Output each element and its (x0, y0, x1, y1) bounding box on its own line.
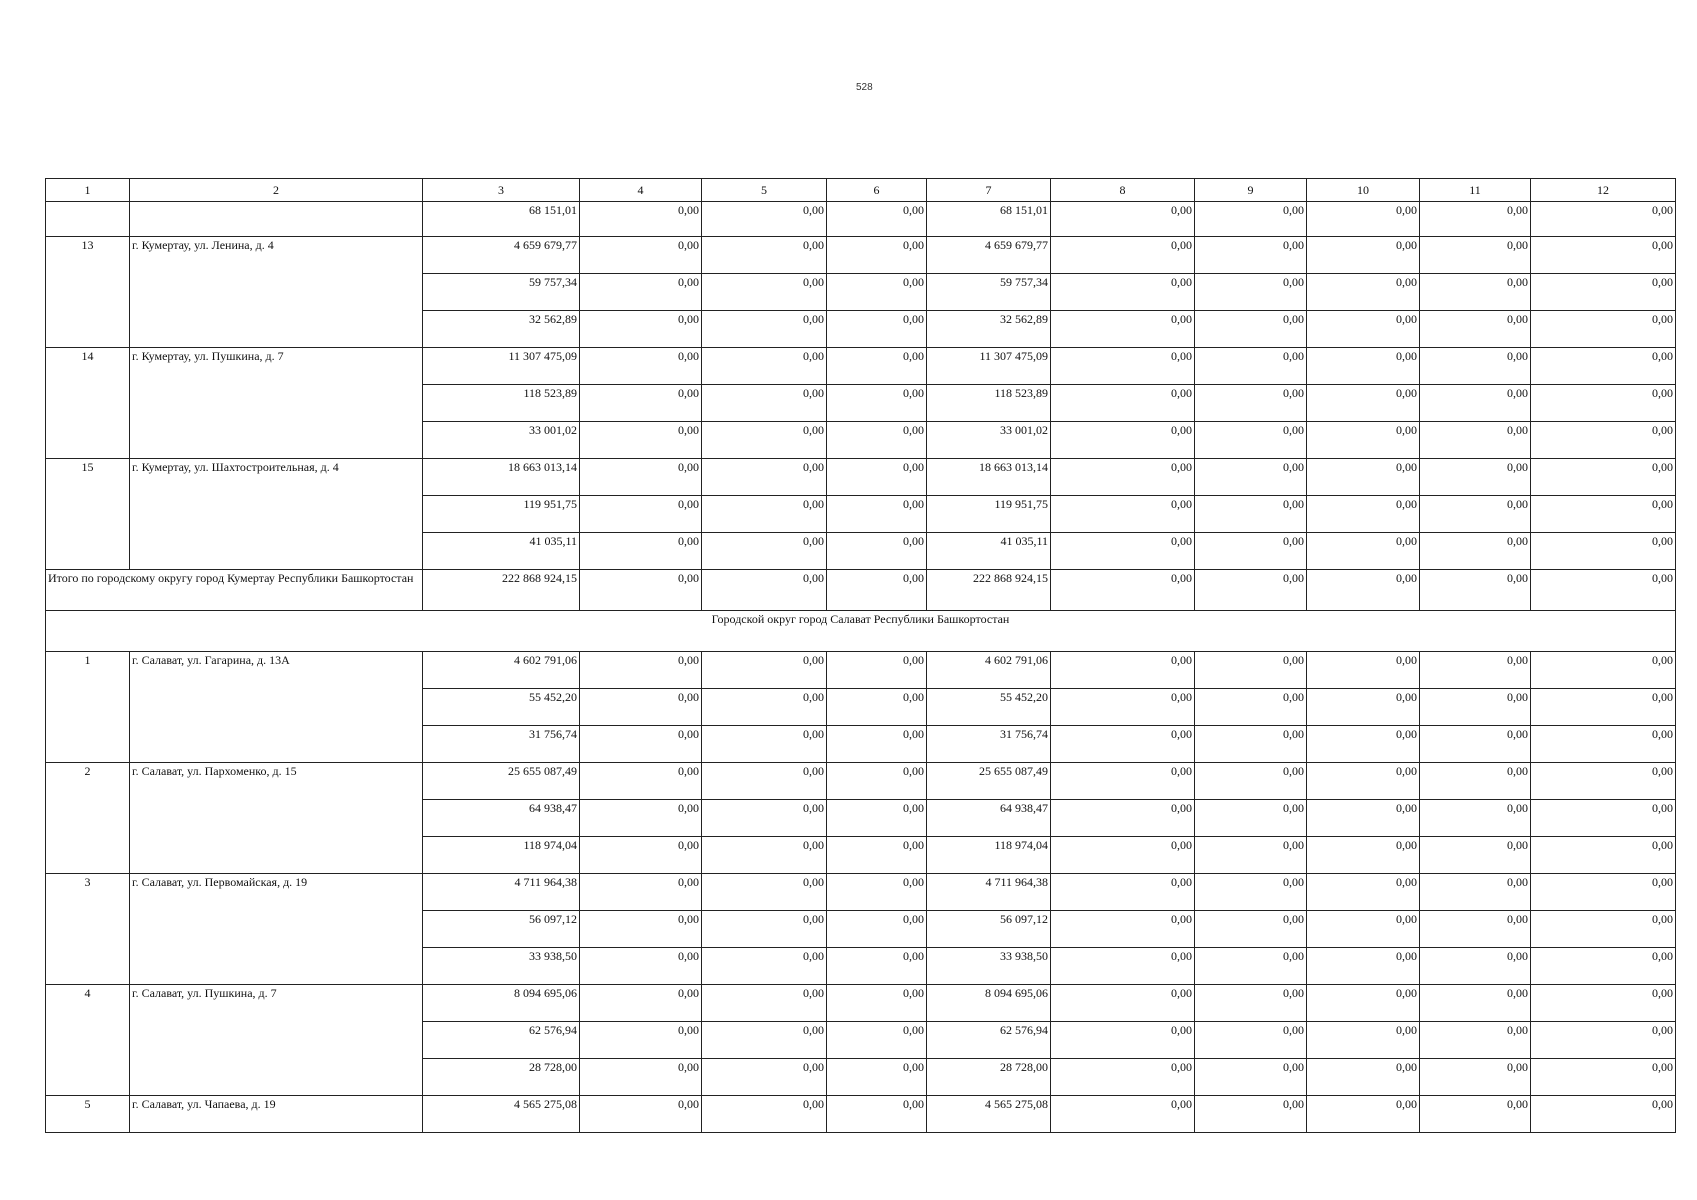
section-title: Городской округ город Салават Республики Башкортостан (46, 611, 1676, 652)
column-header: 11 (1420, 179, 1531, 202)
value-cell: 11 307 475,09 (423, 348, 580, 385)
value-cell: 0,00 (1307, 726, 1420, 763)
value-cell: 0,00 (702, 459, 827, 496)
value-cell: 0,00 (1531, 1022, 1676, 1059)
value-cell: 0,00 (827, 837, 927, 874)
value-cell: 0,00 (580, 911, 702, 948)
value-cell: 0,00 (1195, 422, 1307, 459)
value-cell: 0,00 (1195, 459, 1307, 496)
value-cell: 0,00 (1420, 689, 1531, 726)
table-row (46, 1096, 1676, 1133)
value-cell: 4 711 964,38 (423, 874, 580, 911)
value-cell: 28 728,00 (423, 1059, 580, 1096)
value-cell: 0,00 (827, 1022, 927, 1059)
value-cell: 0,00 (702, 237, 827, 274)
value-cell: 0,00 (702, 274, 827, 311)
value-cell: 0,00 (827, 202, 927, 237)
value-cell: 0,00 (1531, 385, 1676, 422)
value-cell: 0,00 (1420, 570, 1531, 611)
value-cell: 0,00 (1420, 652, 1531, 689)
column-header: 8 (1051, 179, 1195, 202)
value-cell: 0,00 (1051, 202, 1195, 237)
value-cell: 0,00 (1195, 1059, 1307, 1096)
value-cell: 0,00 (827, 348, 927, 385)
column-header: 5 (702, 179, 827, 202)
value-cell: 0,00 (827, 985, 927, 1022)
value-cell: 0,00 (1420, 1059, 1531, 1096)
value-cell: 0,00 (1420, 948, 1531, 985)
value-cell: 0,00 (1531, 985, 1676, 1022)
address-cell (130, 202, 423, 237)
row-number: 13 (46, 237, 130, 348)
value-cell: 222 868 924,15 (927, 570, 1051, 611)
value-cell: 59 757,34 (423, 274, 580, 311)
section-row (46, 611, 1676, 652)
value-cell: 0,00 (1195, 1022, 1307, 1059)
value-cell: 0,00 (1051, 1096, 1195, 1133)
value-cell: 0,00 (580, 1059, 702, 1096)
value-cell: 0,00 (580, 763, 702, 800)
value-cell: 0,00 (580, 837, 702, 874)
value-cell: 0,00 (1051, 763, 1195, 800)
value-cell: 4 659 679,77 (423, 237, 580, 274)
row-number: 5 (46, 1096, 130, 1133)
value-cell: 0,00 (702, 422, 827, 459)
value-cell: 0,00 (1531, 1096, 1676, 1133)
value-cell: 0,00 (827, 1096, 927, 1133)
value-cell: 0,00 (1051, 800, 1195, 837)
value-cell: 0,00 (1307, 237, 1420, 274)
value-cell: 28 728,00 (927, 1059, 1051, 1096)
value-cell: 18 663 013,14 (423, 459, 580, 496)
value-cell: 0,00 (827, 533, 927, 570)
value-cell: 0,00 (1051, 874, 1195, 911)
value-cell: 0,00 (1051, 948, 1195, 985)
value-cell: 0,00 (1195, 763, 1307, 800)
address-cell: г. Салават, ул. Пушкина, д. 7 (130, 985, 423, 1096)
value-cell: 0,00 (1420, 874, 1531, 911)
value-cell: 0,00 (1531, 800, 1676, 837)
value-cell: 0,00 (1420, 726, 1531, 763)
value-cell: 0,00 (580, 874, 702, 911)
value-cell: 0,00 (702, 496, 827, 533)
value-cell: 0,00 (1420, 800, 1531, 837)
value-cell: 0,00 (827, 311, 927, 348)
row-number: 4 (46, 985, 130, 1096)
value-cell: 0,00 (1307, 652, 1420, 689)
value-cell: 0,00 (827, 911, 927, 948)
value-cell: 0,00 (1307, 1059, 1420, 1096)
value-cell: 0,00 (1420, 1022, 1531, 1059)
value-cell: 59 757,34 (927, 274, 1051, 311)
value-cell: 0,00 (1531, 311, 1676, 348)
column-header: 4 (580, 179, 702, 202)
value-cell: 222 868 924,15 (423, 570, 580, 611)
value-cell: 0,00 (1195, 533, 1307, 570)
value-cell: 0,00 (1307, 874, 1420, 911)
value-cell: 0,00 (1195, 800, 1307, 837)
value-cell: 0,00 (1051, 1022, 1195, 1059)
page-number: 528 (856, 82, 873, 93)
value-cell: 119 951,75 (927, 496, 1051, 533)
value-cell: 0,00 (1307, 689, 1420, 726)
value-cell: 0,00 (1051, 570, 1195, 611)
value-cell: 0,00 (1195, 652, 1307, 689)
value-cell: 0,00 (702, 1096, 827, 1133)
value-cell: 118 523,89 (423, 385, 580, 422)
value-cell: 0,00 (1307, 459, 1420, 496)
table-row (46, 874, 1676, 911)
value-cell: 0,00 (702, 837, 827, 874)
value-cell: 33 938,50 (423, 948, 580, 985)
value-cell: 0,00 (1195, 496, 1307, 533)
value-cell: 0,00 (1195, 570, 1307, 611)
value-cell: 0,00 (1195, 726, 1307, 763)
table-row (46, 763, 1676, 800)
value-cell: 118 974,04 (927, 837, 1051, 874)
value-cell: 41 035,11 (423, 533, 580, 570)
address-cell: г. Салават, ул. Гагарина, д. 13А (130, 652, 423, 763)
index-cell (46, 202, 130, 237)
value-cell: 0,00 (1531, 837, 1676, 874)
address-cell: г. Салават, ул. Пархоменко, д. 15 (130, 763, 423, 874)
value-cell: 4 565 275,08 (927, 1096, 1051, 1133)
table-row (46, 652, 1676, 689)
value-cell: 0,00 (1195, 237, 1307, 274)
value-cell: 0,00 (1307, 800, 1420, 837)
table-row (46, 237, 1676, 274)
value-cell: 0,00 (827, 459, 927, 496)
value-cell: 0,00 (1420, 985, 1531, 1022)
row-number: 1 (46, 652, 130, 763)
value-cell: 0,00 (702, 800, 827, 837)
value-cell: 0,00 (702, 311, 827, 348)
value-cell: 41 035,11 (927, 533, 1051, 570)
value-cell: 0,00 (1531, 533, 1676, 570)
value-cell: 0,00 (827, 274, 927, 311)
value-cell: 0,00 (1420, 348, 1531, 385)
value-cell: 0,00 (580, 948, 702, 985)
column-header: 1 (46, 179, 130, 202)
value-cell: 0,00 (1531, 689, 1676, 726)
value-cell: 0,00 (702, 533, 827, 570)
value-cell: 68 151,01 (423, 202, 580, 237)
value-cell: 11 307 475,09 (927, 348, 1051, 385)
value-cell: 0,00 (702, 570, 827, 611)
value-cell: 0,00 (702, 1022, 827, 1059)
value-cell: 33 001,02 (927, 422, 1051, 459)
value-cell: 0,00 (580, 422, 702, 459)
value-cell: 0,00 (1531, 459, 1676, 496)
value-cell: 0,00 (580, 800, 702, 837)
value-cell: 0,00 (1531, 1059, 1676, 1096)
value-cell: 32 562,89 (423, 311, 580, 348)
value-cell: 0,00 (1051, 652, 1195, 689)
value-cell: 0,00 (1195, 385, 1307, 422)
value-cell: 0,00 (1051, 689, 1195, 726)
value-cell: 0,00 (827, 385, 927, 422)
value-cell: 18 663 013,14 (927, 459, 1051, 496)
value-cell: 68 151,01 (927, 202, 1051, 237)
address-cell: г. Кумертау, ул. Ленина, д. 4 (130, 237, 423, 348)
table-body (46, 179, 1676, 1133)
value-cell: 0,00 (1531, 202, 1676, 237)
value-cell: 0,00 (1531, 422, 1676, 459)
value-cell: 0,00 (1531, 763, 1676, 800)
total-row (46, 570, 1676, 611)
value-cell: 0,00 (580, 348, 702, 385)
value-cell: 0,00 (1051, 274, 1195, 311)
value-cell: 33 001,02 (423, 422, 580, 459)
value-cell: 31 756,74 (927, 726, 1051, 763)
value-cell: 0,00 (827, 1059, 927, 1096)
value-cell: 0,00 (702, 985, 827, 1022)
value-cell: 0,00 (827, 689, 927, 726)
value-cell: 56 097,12 (423, 911, 580, 948)
value-cell: 0,00 (1420, 385, 1531, 422)
value-cell: 0,00 (1307, 422, 1420, 459)
value-cell: 0,00 (1531, 726, 1676, 763)
value-cell: 64 938,47 (423, 800, 580, 837)
value-cell: 0,00 (580, 985, 702, 1022)
value-cell: 0,00 (1307, 837, 1420, 874)
value-cell: 0,00 (1420, 311, 1531, 348)
value-cell: 55 452,20 (927, 689, 1051, 726)
value-cell: 0,00 (1420, 911, 1531, 948)
value-cell: 0,00 (1051, 1059, 1195, 1096)
value-cell: 0,00 (1051, 311, 1195, 348)
row-number: 15 (46, 459, 130, 570)
value-cell: 8 094 695,06 (423, 985, 580, 1022)
value-cell: 0,00 (702, 911, 827, 948)
value-cell: 0,00 (1307, 202, 1420, 237)
value-cell: 0,00 (1307, 911, 1420, 948)
value-cell: 0,00 (1051, 533, 1195, 570)
value-cell: 0,00 (1195, 985, 1307, 1022)
value-cell: 0,00 (1195, 911, 1307, 948)
value-cell: 56 097,12 (927, 911, 1051, 948)
value-cell: 0,00 (1051, 459, 1195, 496)
value-cell: 0,00 (1307, 570, 1420, 611)
value-cell: 62 576,94 (927, 1022, 1051, 1059)
value-cell: 0,00 (1051, 911, 1195, 948)
value-cell: 0,00 (827, 800, 927, 837)
value-cell: 0,00 (1195, 311, 1307, 348)
value-cell: 0,00 (1307, 1022, 1420, 1059)
value-cell: 0,00 (1195, 1096, 1307, 1133)
column-header: 12 (1531, 179, 1676, 202)
value-cell: 33 938,50 (927, 948, 1051, 985)
value-cell: 32 562,89 (927, 311, 1051, 348)
value-cell: 0,00 (1420, 202, 1531, 237)
value-cell: 0,00 (1420, 237, 1531, 274)
value-cell: 0,00 (827, 570, 927, 611)
value-cell: 0,00 (1307, 533, 1420, 570)
value-cell: 0,00 (702, 874, 827, 911)
value-cell: 118 974,04 (423, 837, 580, 874)
value-cell: 0,00 (1420, 274, 1531, 311)
value-cell: 0,00 (827, 763, 927, 800)
value-cell: 0,00 (580, 652, 702, 689)
value-cell: 0,00 (702, 385, 827, 422)
row-number: 14 (46, 348, 130, 459)
value-cell: 4 711 964,38 (927, 874, 1051, 911)
value-cell: 0,00 (702, 348, 827, 385)
value-cell: 0,00 (580, 1096, 702, 1133)
value-cell: 0,00 (1531, 652, 1676, 689)
value-cell: 64 938,47 (927, 800, 1051, 837)
value-cell: 0,00 (1195, 948, 1307, 985)
value-cell: 0,00 (827, 496, 927, 533)
value-cell: 0,00 (827, 422, 927, 459)
value-cell: 0,00 (1051, 726, 1195, 763)
value-cell: 0,00 (1420, 533, 1531, 570)
value-cell: 0,00 (1195, 202, 1307, 237)
value-cell: 4 602 791,06 (927, 652, 1051, 689)
value-cell: 0,00 (580, 689, 702, 726)
value-cell: 0,00 (1307, 763, 1420, 800)
value-cell: 0,00 (1531, 348, 1676, 385)
value-cell: 0,00 (1420, 1096, 1531, 1133)
value-cell: 0,00 (580, 385, 702, 422)
value-cell: 0,00 (702, 726, 827, 763)
row-number: 2 (46, 763, 130, 874)
address-cell: г. Салават, ул. Первомайская, д. 19 (130, 874, 423, 985)
value-cell: 0,00 (827, 237, 927, 274)
budget-table (45, 178, 1676, 1133)
value-cell: 0,00 (1307, 496, 1420, 533)
value-cell: 0,00 (1051, 237, 1195, 274)
table-row (46, 985, 1676, 1022)
value-cell: 0,00 (1531, 570, 1676, 611)
value-cell: 0,00 (1195, 689, 1307, 726)
value-cell: 0,00 (1307, 348, 1420, 385)
value-cell: 0,00 (702, 202, 827, 237)
value-cell: 0,00 (1531, 874, 1676, 911)
table-row (46, 348, 1676, 385)
value-cell: 0,00 (1307, 948, 1420, 985)
row-number: 3 (46, 874, 130, 985)
value-cell: 55 452,20 (423, 689, 580, 726)
value-cell: 8 094 695,06 (927, 985, 1051, 1022)
value-cell: 119 951,75 (423, 496, 580, 533)
value-cell: 0,00 (1420, 459, 1531, 496)
column-header: 7 (927, 179, 1051, 202)
column-header: 9 (1195, 179, 1307, 202)
value-cell: 0,00 (827, 948, 927, 985)
value-cell: 0,00 (1051, 422, 1195, 459)
value-cell: 0,00 (1195, 274, 1307, 311)
value-cell: 0,00 (580, 274, 702, 311)
value-cell: 0,00 (580, 533, 702, 570)
value-cell: 0,00 (1307, 274, 1420, 311)
value-cell: 0,00 (1531, 274, 1676, 311)
value-cell: 0,00 (1531, 948, 1676, 985)
value-cell: 0,00 (1420, 763, 1531, 800)
value-cell: 0,00 (1531, 496, 1676, 533)
value-cell: 0,00 (702, 1059, 827, 1096)
value-cell: 0,00 (702, 652, 827, 689)
address-cell: г. Кумертау, ул. Пушкина, д. 7 (130, 348, 423, 459)
value-cell: 0,00 (580, 459, 702, 496)
value-cell: 4 565 275,08 (423, 1096, 580, 1133)
value-cell: 0,00 (580, 726, 702, 763)
value-cell: 0,00 (827, 874, 927, 911)
value-cell: 0,00 (580, 496, 702, 533)
value-cell: 0,00 (827, 726, 927, 763)
value-cell: 0,00 (1051, 837, 1195, 874)
value-cell: 118 523,89 (927, 385, 1051, 422)
value-cell: 0,00 (1307, 1096, 1420, 1133)
value-cell: 0,00 (1195, 348, 1307, 385)
value-cell: 0,00 (1195, 837, 1307, 874)
value-cell: 0,00 (827, 652, 927, 689)
value-cell: 0,00 (580, 237, 702, 274)
carry-over-row (46, 202, 1676, 237)
value-cell: 0,00 (1420, 837, 1531, 874)
value-cell: 0,00 (1307, 311, 1420, 348)
value-cell: 0,00 (1420, 422, 1531, 459)
value-cell: 0,00 (1051, 385, 1195, 422)
address-cell: г. Салават, ул. Чапаева, д. 19 (130, 1096, 423, 1133)
value-cell: 0,00 (1531, 237, 1676, 274)
value-cell: 25 655 087,49 (423, 763, 580, 800)
value-cell: 0,00 (1531, 911, 1676, 948)
value-cell: 0,00 (580, 311, 702, 348)
value-cell: 0,00 (580, 570, 702, 611)
value-cell: 4 602 791,06 (423, 652, 580, 689)
address-cell: г. Кумертау, ул. Шахтостроительная, д. 4 (130, 459, 423, 570)
value-cell: 0,00 (1051, 348, 1195, 385)
table-row (46, 459, 1676, 496)
value-cell: 0,00 (702, 763, 827, 800)
value-cell: 31 756,74 (423, 726, 580, 763)
column-header: 2 (130, 179, 423, 202)
value-cell: 0,00 (580, 202, 702, 237)
value-cell: 0,00 (580, 1022, 702, 1059)
value-cell: 0,00 (1051, 496, 1195, 533)
value-cell: 0,00 (1307, 385, 1420, 422)
table-header-row (46, 179, 1676, 202)
value-cell: 0,00 (1051, 985, 1195, 1022)
total-label: Итого по городскому округу город Кумертау Республики Башкортостан (46, 570, 423, 611)
value-cell: 0,00 (1307, 985, 1420, 1022)
value-cell: 4 659 679,77 (927, 237, 1051, 274)
column-header: 10 (1307, 179, 1420, 202)
column-header: 6 (827, 179, 927, 202)
value-cell: 25 655 087,49 (927, 763, 1051, 800)
value-cell: 0,00 (1420, 496, 1531, 533)
value-cell: 0,00 (702, 948, 827, 985)
value-cell: 0,00 (702, 689, 827, 726)
value-cell: 0,00 (1195, 874, 1307, 911)
value-cell: 62 576,94 (423, 1022, 580, 1059)
column-header: 3 (423, 179, 580, 202)
